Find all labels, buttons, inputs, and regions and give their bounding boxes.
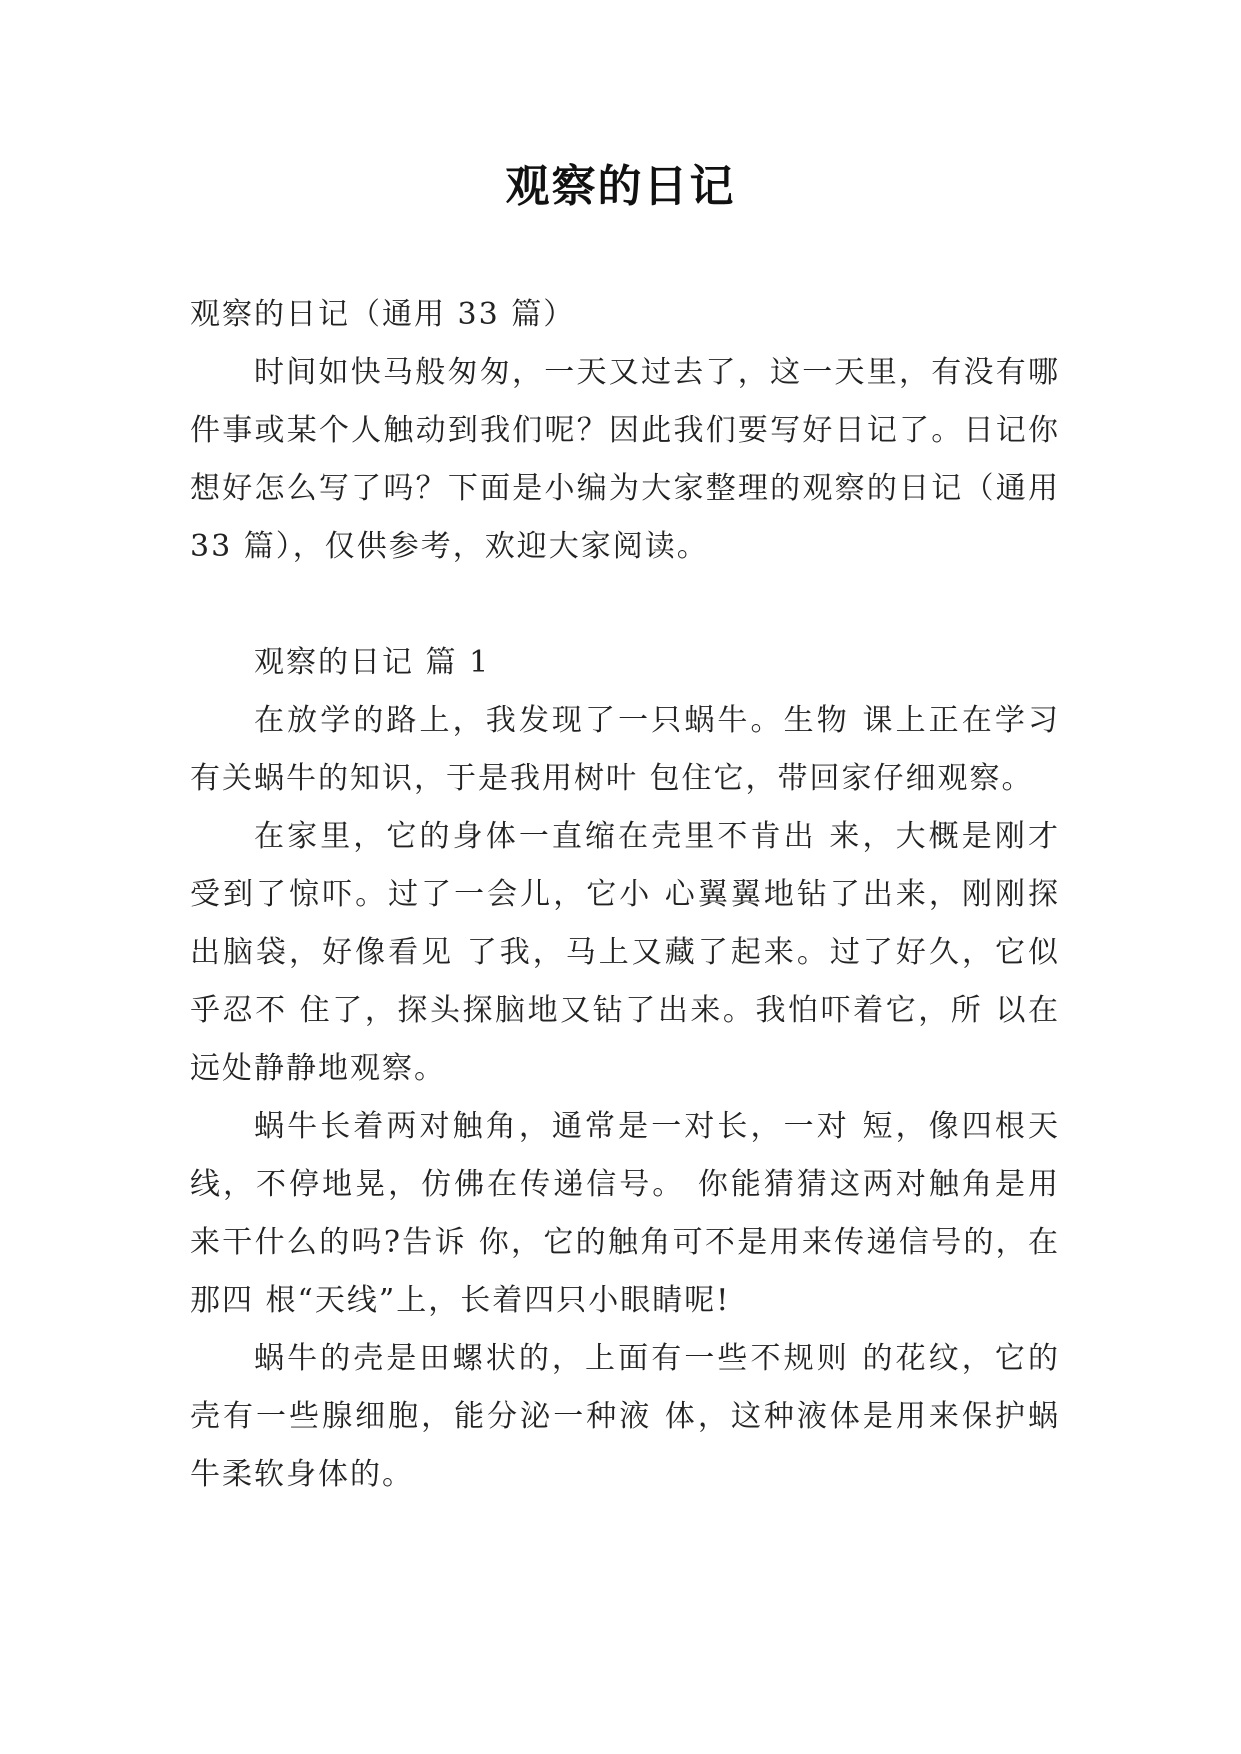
body-paragraph: 蜗牛的壳是田螺状的，上面有一些不规则 的花纹，它的壳有一些腺细胞，能分泌一种液 体，这种液体是用来保护蜗牛柔软身体的。 [190, 1341, 1060, 1492]
body-paragraph: 蜗牛长着两对触角，通常是一对长，一对 短，像四根天线，不停地晃，仿佛在传递信号。 你能猜猜这两对触角是用来干什么的吗?告诉 你，它的触角可不是用来传递信号的，在那四 根“天线”上，长着四只小眼睛呢! [190, 1109, 1060, 1318]
document-subtitle: 观察的日记（通用 33 篇） [190, 297, 576, 332]
body-paragraph: 在家里，它的身体一直缩在壳里不肯出 来，大概是刚才受到了惊吓。过了一会儿，它小 心翼翼地钻了出来，刚刚探出脑袋，好像看见 了我，马上又藏了起来。过了好久，它似乎忍不 住了，探头探脑地又钻了出来。我怕吓着它，所 以在远处静静地观察。 [190, 819, 1060, 1086]
document-body [190, 286, 1060, 1504]
body-paragraph: 在放学的路上，我发现了一只蜗牛。生物 课上正在学习有关蜗牛的知识，于是我用树叶 包住它，带回家仔细观察。 [190, 703, 1060, 796]
intro-paragraph: 时间如快马般匆匆，一天又过去了，这一天里，有没有哪件事或某个人触动到我们呢？因此我们要写好日记了。日记你想好怎么写了吗？下面是小编为大家整理的观察的日记（通用 33 篇），仅供参考，欢迎大家阅读。 [190, 355, 1060, 564]
section-heading: 观察的日记 篇 1 [254, 645, 491, 680]
document-title: 观察的日记 [505, 161, 736, 212]
